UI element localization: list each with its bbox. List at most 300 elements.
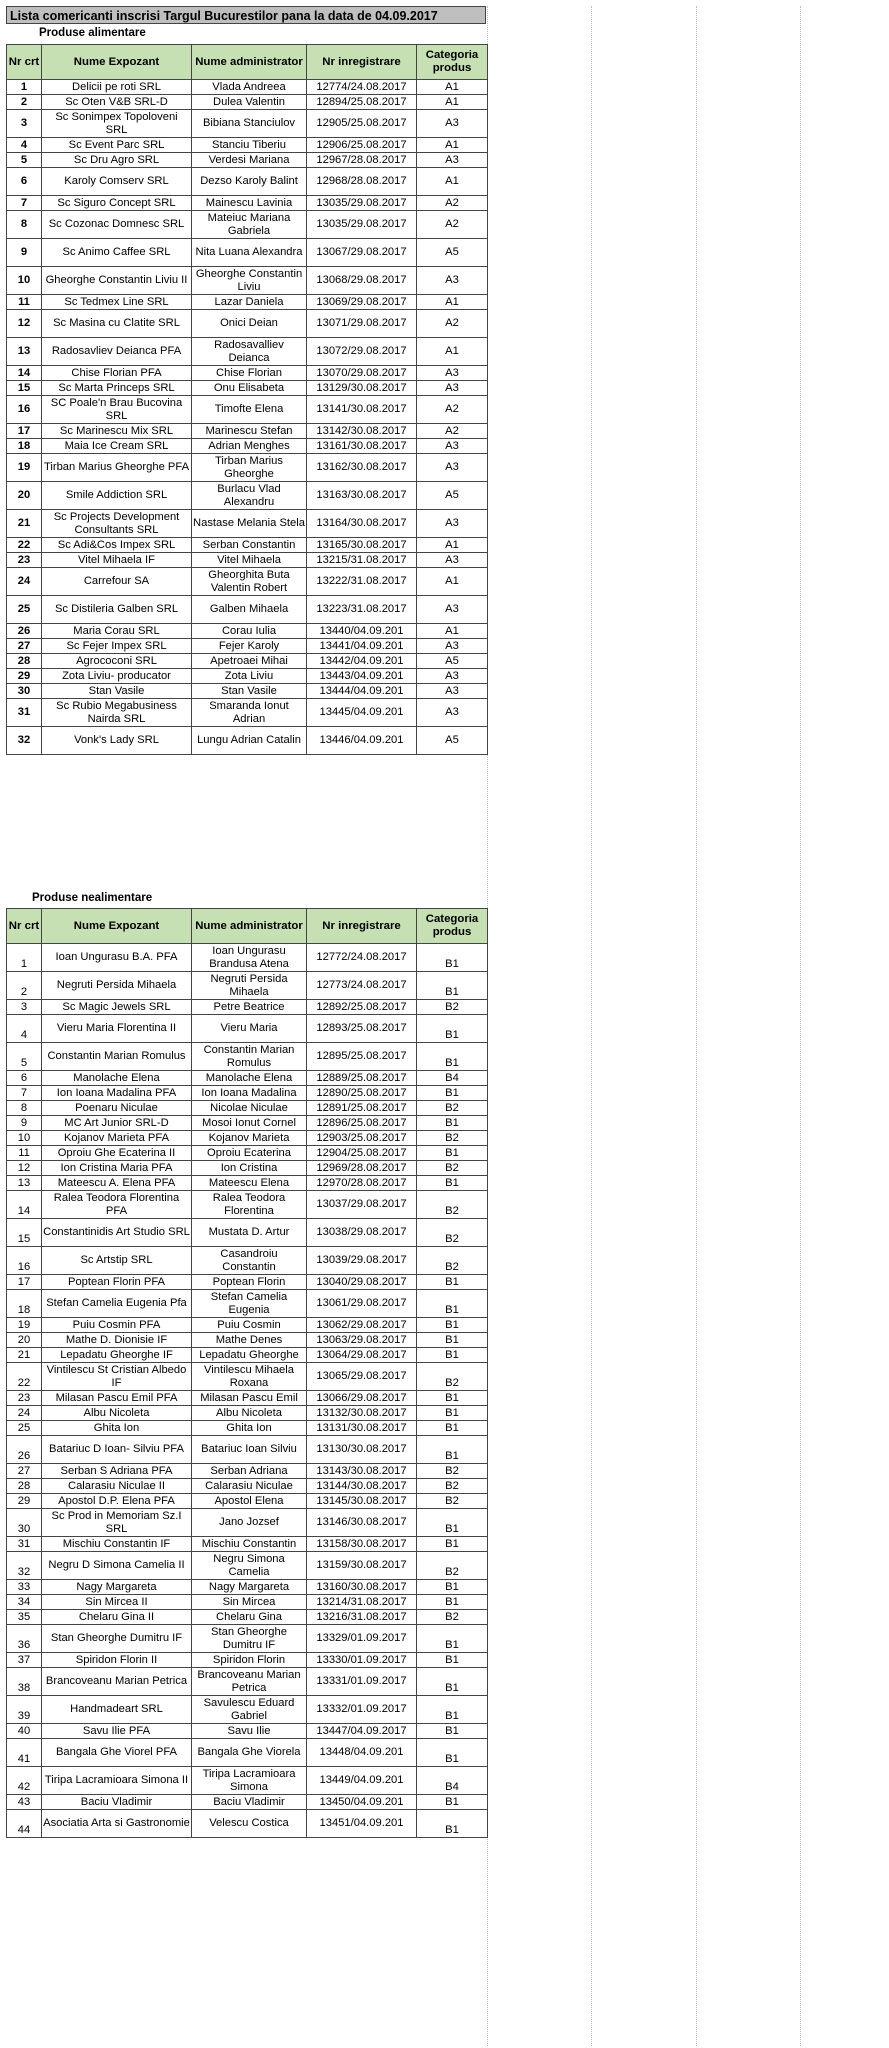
registration-number: 13146/30.08.2017 (307, 1509, 417, 1537)
row-number: 28 (7, 654, 42, 669)
administrator-name: Mainescu Lavinia (192, 196, 307, 211)
exhibitor-name: Ralea Teodora Florentina PFA (42, 1191, 192, 1219)
product-category: B2 (417, 1101, 488, 1116)
product-category: B4 (417, 1767, 488, 1795)
product-category: B1 (417, 1406, 488, 1421)
row-number: 17 (7, 1275, 42, 1290)
exhibitor-name: Agrococoni SRL (42, 654, 192, 669)
registration-number: 13162/30.08.2017 (307, 454, 417, 482)
administrator-name: Radosavalliev Deianca (192, 338, 307, 366)
administrator-name: Velescu Costica (192, 1810, 307, 1838)
registration-number: 13443/04.09.201 (307, 669, 417, 684)
product-category: A3 (417, 381, 488, 396)
row-number: 26 (7, 624, 42, 639)
registration-number: 13035/29.08.2017 (307, 211, 417, 239)
exhibitor-name: Baciu Vladimir (42, 1795, 192, 1810)
registration-number: 13145/30.08.2017 (307, 1494, 417, 1509)
table-row (7, 538, 488, 553)
exhibitor-name: Ioan Ungurasu B.A. PFA (42, 944, 192, 972)
exhibitor-name: Sc Prod in Memoriam Sz.I SRL (42, 1509, 192, 1537)
row-number: 10 (7, 267, 42, 295)
registration-number: 13215/31.08.2017 (307, 553, 417, 568)
row-number: 19 (7, 454, 42, 482)
exhibitor-name: Sc Magic Jewels SRL (42, 1000, 192, 1015)
product-category: B1 (417, 972, 488, 1000)
registration-number: 13131/30.08.2017 (307, 1421, 417, 1436)
exhibitor-name: Apostol D.P. Elena PFA (42, 1494, 192, 1509)
exhibitor-name: Sc Sonimpex Topoloveni SRL (42, 110, 192, 138)
exhibitor-name: Manolache Elena (42, 1071, 192, 1086)
exhibitor-name: Nagy Margareta (42, 1580, 192, 1595)
administrator-name: Dulea Valentin (192, 95, 307, 110)
administrator-name: Gheorghe Constantin Liviu (192, 267, 307, 295)
administrator-name: Savu Ilie (192, 1724, 307, 1739)
administrator-name: Zota Liviu (192, 669, 307, 684)
registration-number: 13451/04.09.201 (307, 1810, 417, 1838)
exhibitor-name: Tirban Marius Gheorghe PFA (42, 454, 192, 482)
administrator-name: Brancoveanu Marian Petrica (192, 1668, 307, 1696)
table-row (7, 396, 488, 424)
exhibitor-name: Sc Cozonac Domnesc SRL (42, 211, 192, 239)
exhibitor-name: Sc Marinescu Mix SRL (42, 424, 192, 439)
exhibitor-name: Sc Animo Caffee SRL (42, 239, 192, 267)
row-number: 30 (7, 1509, 42, 1537)
product-category: A3 (417, 684, 488, 699)
exhibitor-name: Maria Corau SRL (42, 624, 192, 639)
administrator-name: Tirban Marius Gheorghe (192, 454, 307, 482)
row-number: 39 (7, 1696, 42, 1724)
registration-number: 13158/30.08.2017 (307, 1537, 417, 1552)
product-category: A2 (417, 211, 488, 239)
exhibitor-name: Stan Gheorghe Dumitru IF (42, 1625, 192, 1653)
registration-number: 13070/29.08.2017 (307, 366, 417, 381)
administrator-name: Vintilescu Mihaela Roxana (192, 1363, 307, 1391)
product-category: B1 (417, 1810, 488, 1838)
registration-number: 13159/30.08.2017 (307, 1552, 417, 1580)
product-category: B1 (417, 1043, 488, 1071)
table-row (7, 699, 488, 727)
administrator-name: Savulescu Eduard Gabriel (192, 1696, 307, 1724)
registration-number: 13129/30.08.2017 (307, 381, 417, 396)
table-row (7, 639, 488, 654)
header-registration: Nr inregistrare (307, 45, 417, 80)
row-number: 24 (7, 568, 42, 596)
table-row (7, 1625, 488, 1653)
registration-number: 13065/29.08.2017 (307, 1363, 417, 1391)
exhibitor-name: Batariuc D Ioan- Silviu PFA (42, 1436, 192, 1464)
exhibitor-name: Puiu Cosmin PFA (42, 1318, 192, 1333)
administrator-name: Stanciu Tiberiu (192, 138, 307, 153)
header-nr: Nr crt (7, 45, 42, 80)
registration-number: 13038/29.08.2017 (307, 1219, 417, 1247)
table-row (7, 1494, 488, 1509)
product-category: B2 (417, 1552, 488, 1580)
administrator-name: Apostol Elena (192, 1494, 307, 1509)
exhibitor-name: Sc Adi&Cos Impex SRL (42, 538, 192, 553)
exhibitor-name: Lepadatu Gheorghe IF (42, 1348, 192, 1363)
table-row (7, 1537, 488, 1552)
row-number: 1 (7, 944, 42, 972)
administrator-name: Manolache Elena (192, 1071, 307, 1086)
registration-number: 12893/25.08.2017 (307, 1015, 417, 1043)
product-category: B1 (417, 1625, 488, 1653)
registration-number: 13069/29.08.2017 (307, 295, 417, 310)
product-category: A1 (417, 338, 488, 366)
product-category: B1 (417, 1724, 488, 1739)
administrator-name: Serban Adriana (192, 1464, 307, 1479)
registration-number: 13329/01.09.2017 (307, 1625, 417, 1653)
table-row (7, 310, 488, 338)
table-row (7, 1795, 488, 1810)
registration-number: 12969/28.08.2017 (307, 1161, 417, 1176)
nonfood-table (6, 908, 488, 1838)
row-number: 7 (7, 196, 42, 211)
row-number: 11 (7, 1146, 42, 1161)
registration-number: 12906/25.08.2017 (307, 138, 417, 153)
administrator-name: Oproiu Ecaterina (192, 1146, 307, 1161)
product-category: A5 (417, 482, 488, 510)
administrator-name: Corau Iulia (192, 624, 307, 639)
row-number: 6 (7, 168, 42, 196)
administrator-name: Puiu Cosmin (192, 1318, 307, 1333)
registration-number: 13068/29.08.2017 (307, 267, 417, 295)
product-category: B1 (417, 1146, 488, 1161)
registration-number: 12903/25.08.2017 (307, 1131, 417, 1146)
row-number: 8 (7, 211, 42, 239)
table-row (7, 1767, 488, 1795)
header-admin: Nume administrator (192, 45, 307, 80)
registration-number: 13061/29.08.2017 (307, 1290, 417, 1318)
product-category: B1 (417, 1086, 488, 1101)
product-category: A3 (417, 639, 488, 654)
table-row (7, 1086, 488, 1101)
exhibitor-name: Asociatia Arta si Gastronomie (42, 1810, 192, 1838)
registration-number: 13132/30.08.2017 (307, 1406, 417, 1421)
row-number: 16 (7, 1247, 42, 1275)
product-category: A1 (417, 138, 488, 153)
table-row (7, 669, 488, 684)
registration-number: 13063/29.08.2017 (307, 1333, 417, 1348)
exhibitor-name: Negruti Persida Mihaela (42, 972, 192, 1000)
product-category: B2 (417, 1363, 488, 1391)
administrator-name: Casandroiu Constantin (192, 1247, 307, 1275)
registration-number: 13160/30.08.2017 (307, 1580, 417, 1595)
table-row (7, 1191, 488, 1219)
table-row (7, 727, 488, 755)
exhibitor-name: Poptean Florin PFA (42, 1275, 192, 1290)
product-category: A1 (417, 168, 488, 196)
table-row (7, 1479, 488, 1494)
exhibitor-name: Ghita Ion (42, 1421, 192, 1436)
table-row (7, 295, 488, 310)
row-number: 3 (7, 110, 42, 138)
table-row (7, 1595, 488, 1610)
administrator-name: Onu Elisabeta (192, 381, 307, 396)
product-category: B2 (417, 1610, 488, 1625)
registration-number: 13165/30.08.2017 (307, 538, 417, 553)
product-category: A5 (417, 727, 488, 755)
row-number: 36 (7, 1625, 42, 1653)
registration-number: 12774/24.08.2017 (307, 80, 417, 95)
administrator-name: Smaranda Ionut Adrian (192, 699, 307, 727)
administrator-name: Albu Nicoleta (192, 1406, 307, 1421)
table-row (7, 239, 488, 267)
administrator-name: Petre Beatrice (192, 1000, 307, 1015)
table-row (7, 454, 488, 482)
registration-number: 12773/24.08.2017 (307, 972, 417, 1000)
product-category: B2 (417, 1247, 488, 1275)
registration-number: 12891/25.08.2017 (307, 1101, 417, 1116)
row-number: 23 (7, 553, 42, 568)
registration-number: 12896/25.08.2017 (307, 1116, 417, 1131)
row-number: 16 (7, 396, 42, 424)
exhibitor-name: Constantin Marian Romulus (42, 1043, 192, 1071)
row-number: 27 (7, 1464, 42, 1479)
row-number: 22 (7, 1363, 42, 1391)
table-row (7, 1318, 488, 1333)
row-number: 5 (7, 153, 42, 168)
exhibitor-name: MC Art Junior SRL-D (42, 1116, 192, 1131)
exhibitor-name: Sc Dru Agro SRL (42, 153, 192, 168)
administrator-name: Adrian Menghes (192, 439, 307, 454)
exhibitor-name: Sc Marta Princeps SRL (42, 381, 192, 396)
administrator-name: Chelaru Gina (192, 1610, 307, 1625)
exhibitor-name: Ion Cristina Maria PFA (42, 1161, 192, 1176)
registration-number: 12970/28.08.2017 (307, 1176, 417, 1191)
table-row (7, 95, 488, 110)
exhibitor-name: Ion Ioana Madalina PFA (42, 1086, 192, 1101)
product-category: B2 (417, 1000, 488, 1015)
row-number: 23 (7, 1391, 42, 1406)
row-number: 26 (7, 1436, 42, 1464)
registration-number: 13072/29.08.2017 (307, 338, 417, 366)
exhibitor-name: Sc Rubio Megabusiness Nairda SRL (42, 699, 192, 727)
header-exhibitor: Nume Expozant (42, 45, 192, 80)
administrator-name: Timofte Elena (192, 396, 307, 424)
table-row (7, 1116, 488, 1131)
table-row (7, 972, 488, 1000)
exhibitor-name: Poenaru Niculae (42, 1101, 192, 1116)
row-number: 35 (7, 1610, 42, 1625)
exhibitor-name: Mateescu A. Elena PFA (42, 1176, 192, 1191)
table-row (7, 1421, 488, 1436)
product-category: B2 (417, 1494, 488, 1509)
administrator-name: Negruti Persida Mihaela (192, 972, 307, 1000)
table-row (7, 439, 488, 454)
row-number: 25 (7, 1421, 42, 1436)
table-row (7, 510, 488, 538)
registration-number: 12889/25.08.2017 (307, 1071, 417, 1086)
registration-number: 13035/29.08.2017 (307, 196, 417, 211)
exhibitor-name: Chise Florian PFA (42, 366, 192, 381)
row-number: 4 (7, 1015, 42, 1043)
row-number: 25 (7, 596, 42, 624)
registration-number: 13216/31.08.2017 (307, 1610, 417, 1625)
exhibitor-name: Constantinidis Art Studio SRL (42, 1219, 192, 1247)
table-row (7, 1071, 488, 1086)
exhibitor-name: Mathe D. Dionisie IF (42, 1333, 192, 1348)
table-header-row (7, 45, 488, 80)
product-category: B1 (417, 1696, 488, 1724)
section-label-nonfood: Produse nealimentare (32, 892, 153, 904)
table-row (7, 168, 488, 196)
registration-number: 13163/30.08.2017 (307, 482, 417, 510)
table-row (7, 338, 488, 366)
row-number: 7 (7, 1086, 42, 1101)
administrator-name: Onici Deian (192, 310, 307, 338)
row-number: 42 (7, 1767, 42, 1795)
row-number: 14 (7, 366, 42, 381)
registration-number: 13066/29.08.2017 (307, 1391, 417, 1406)
administrator-name: Spiridon Florin (192, 1653, 307, 1668)
table-row (7, 1739, 488, 1767)
product-category: A2 (417, 424, 488, 439)
table-row (7, 1464, 488, 1479)
page-title: Lista comericanti inscrisi Targul Bucurestilor pana la data de 04.09.2017 (6, 6, 486, 24)
product-category: B1 (417, 1333, 488, 1348)
table-row (7, 1724, 488, 1739)
administrator-name: Lungu Adrian Catalin (192, 727, 307, 755)
row-number: 29 (7, 1494, 42, 1509)
administrator-name: Dezso Karoly Balint (192, 168, 307, 196)
row-number: 2 (7, 972, 42, 1000)
exhibitor-name: Savu Ilie PFA (42, 1724, 192, 1739)
exhibitor-name: Bangala Ghe Viorel PFA (42, 1739, 192, 1767)
exhibitor-name: Milasan Pascu Emil PFA (42, 1391, 192, 1406)
administrator-name: Vitel Mihaela (192, 553, 307, 568)
product-category: A3 (417, 596, 488, 624)
administrator-name: Mustata D. Artur (192, 1219, 307, 1247)
table-row (7, 1146, 488, 1161)
administrator-name: Vieru Maria (192, 1015, 307, 1043)
row-number: 20 (7, 1333, 42, 1348)
exhibitor-name: Stefan Camelia Eugenia Pfa (42, 1290, 192, 1318)
administrator-name: Galben Mihaela (192, 596, 307, 624)
exhibitor-name: Sc Distileria Galben SRL (42, 596, 192, 624)
row-number: 21 (7, 1348, 42, 1363)
exhibitor-name: Sc Event Parc SRL (42, 138, 192, 153)
administrator-name: Fejer Karoly (192, 639, 307, 654)
row-number: 18 (7, 1290, 42, 1318)
row-number: 15 (7, 1219, 42, 1247)
header-registration: Nr inregistrare (307, 909, 417, 944)
row-number: 34 (7, 1595, 42, 1610)
row-number: 20 (7, 482, 42, 510)
exhibitor-name: Sin Mircea II (42, 1595, 192, 1610)
administrator-name: Bangala Ghe Viorela (192, 1739, 307, 1767)
exhibitor-name: Mischiu Constantin IF (42, 1537, 192, 1552)
registration-number: 13445/04.09.201 (307, 699, 417, 727)
product-category: B1 (417, 1116, 488, 1131)
product-category: A1 (417, 538, 488, 553)
registration-number: 13448/04.09.201 (307, 1739, 417, 1767)
header-exhibitor: Nume Expozant (42, 909, 192, 944)
table-row (7, 1552, 488, 1580)
row-number: 2 (7, 95, 42, 110)
row-number: 4 (7, 138, 42, 153)
administrator-name: Apetroaei Mihai (192, 654, 307, 669)
row-number: 44 (7, 1810, 42, 1838)
product-category: B1 (417, 1421, 488, 1436)
registration-number: 13441/04.09.201 (307, 639, 417, 654)
registration-number: 13040/29.08.2017 (307, 1275, 417, 1290)
table-row (7, 196, 488, 211)
row-number: 40 (7, 1724, 42, 1739)
registration-number: 13142/30.08.2017 (307, 424, 417, 439)
administrator-name: Ion Ioana Madalina (192, 1086, 307, 1101)
product-category: B1 (417, 1668, 488, 1696)
administrator-name: Kojanov Marieta (192, 1131, 307, 1146)
administrator-name: Tiripa Lacramioara Simona (192, 1767, 307, 1795)
product-category: A3 (417, 267, 488, 295)
registration-number: 12772/24.08.2017 (307, 944, 417, 972)
product-category: A3 (417, 439, 488, 454)
product-category: B1 (417, 1290, 488, 1318)
administrator-name: Stefan Camelia Eugenia (192, 1290, 307, 1318)
registration-number: 13214/31.08.2017 (307, 1595, 417, 1610)
row-number: 3 (7, 1000, 42, 1015)
exhibitor-name: Maia Ice Cream SRL (42, 439, 192, 454)
product-category: B1 (417, 1348, 488, 1363)
registration-number: 12967/28.08.2017 (307, 153, 417, 168)
administrator-name: Negru Simona Camelia (192, 1552, 307, 1580)
row-number: 29 (7, 669, 42, 684)
administrator-name: Ghita Ion (192, 1421, 307, 1436)
table-row (7, 1247, 488, 1275)
administrator-name: Serban Constantin (192, 538, 307, 553)
table-row (7, 267, 488, 295)
product-category: B2 (417, 1464, 488, 1479)
table-row (7, 153, 488, 168)
exhibitor-name: Gheorghe Constantin Liviu II (42, 267, 192, 295)
product-category: B1 (417, 1580, 488, 1595)
administrator-name: Mateescu Elena (192, 1176, 307, 1191)
registration-number: 13222/31.08.2017 (307, 568, 417, 596)
row-number: 18 (7, 439, 42, 454)
exhibitor-name: Vieru Maria Florentina II (42, 1015, 192, 1043)
row-number: 17 (7, 424, 42, 439)
administrator-name: Ion Cristina (192, 1161, 307, 1176)
table-row (7, 1509, 488, 1537)
registration-number: 13064/29.08.2017 (307, 1348, 417, 1363)
table-row (7, 1275, 488, 1290)
product-category: A3 (417, 699, 488, 727)
product-category: B1 (417, 1595, 488, 1610)
administrator-name: Jano Jozsef (192, 1509, 307, 1537)
table-row (7, 1161, 488, 1176)
header-nr: Nr crt (7, 909, 42, 944)
administrator-name: Ioan Ungurasu Brandusa Atena (192, 944, 307, 972)
exhibitor-name: Delicii pe roti SRL (42, 80, 192, 95)
product-category: A3 (417, 366, 488, 381)
registration-number: 13440/04.09.201 (307, 624, 417, 639)
administrator-name: Mosoi Ionut Cornel (192, 1116, 307, 1131)
product-category: B1 (417, 1795, 488, 1810)
product-category: A1 (417, 295, 488, 310)
exhibitor-name: Sc Tedmex Line SRL (42, 295, 192, 310)
administrator-name: Mischiu Constantin (192, 1537, 307, 1552)
registration-number: 13447/04.09.2017 (307, 1724, 417, 1739)
exhibitor-name: Negru D Simona Camelia II (42, 1552, 192, 1580)
product-category: A3 (417, 553, 488, 568)
administrator-name: Batariuc Ioan Silviu (192, 1436, 307, 1464)
table-row (7, 1101, 488, 1116)
table-row (7, 1696, 488, 1724)
administrator-name: Lazar Daniela (192, 295, 307, 310)
table-row (7, 1333, 488, 1348)
table-row (7, 1015, 488, 1043)
table-row (7, 1668, 488, 1696)
